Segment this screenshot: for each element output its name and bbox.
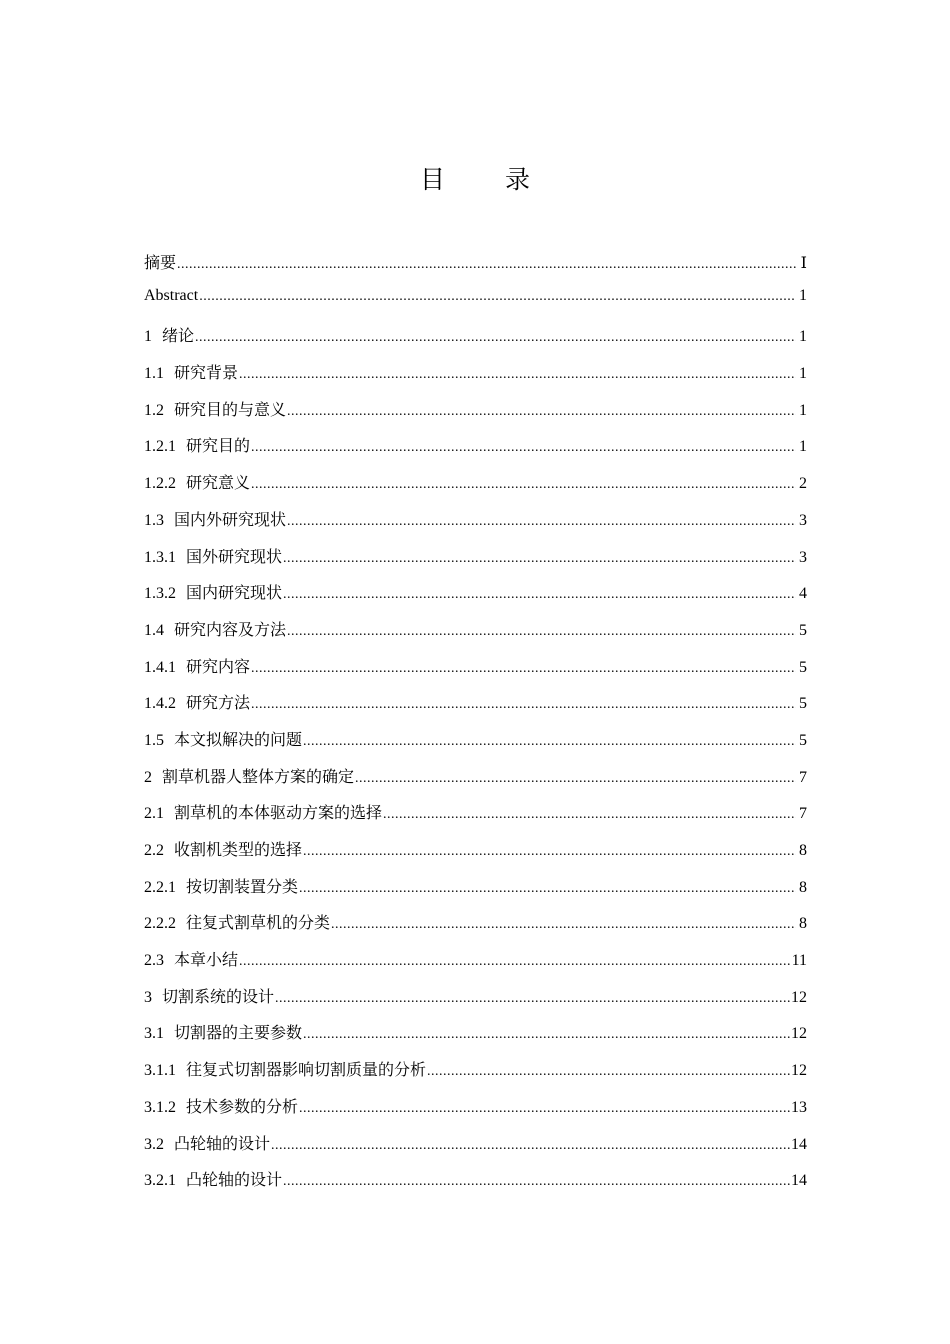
toc-entry-number: 1.4.1 [144, 658, 176, 676]
toc-entry-number: 1 [144, 328, 152, 346]
toc-dot-leader [283, 585, 796, 603]
toc-entry[interactable] [144, 727, 807, 764]
toc-dot-leader [283, 549, 796, 567]
toc-entry-title: 研究意义 [186, 475, 251, 493]
toc-entry-number: 2 [144, 768, 152, 786]
toc-dot-leader [251, 475, 796, 493]
toc-entry[interactable] [144, 323, 807, 360]
toc-entry-number: 1.5 [144, 731, 164, 749]
toc-entry-page: Ⅰ [800, 255, 807, 272]
toc-entry[interactable] [144, 617, 807, 654]
toc-entry-title: 凸轮轴的设计 [186, 1172, 283, 1190]
toc-entry-page: 13 [791, 1098, 807, 1116]
toc-entry-page: 4 [799, 585, 807, 603]
toc-entry-title: 绪论 [162, 328, 195, 346]
page-title: 目 录 [420, 165, 556, 194]
toc-entry-number: 1.3.1 [144, 548, 176, 566]
toc-entry-page: 7 [799, 805, 807, 823]
toc-entry[interactable] [144, 397, 807, 434]
toc-entry[interactable] [144, 764, 807, 801]
toc-entry-page: 12 [791, 1025, 807, 1043]
toc-dot-leader [239, 365, 796, 383]
toc-entry-number: 3.1.1 [144, 1062, 176, 1080]
toc-entry-title: 切割系统的设计 [162, 988, 275, 1006]
toc-entry-title: 研究方法 [186, 695, 251, 713]
toc-dot-leader [303, 1025, 790, 1043]
toc-entry-number: 3.1 [144, 1025, 164, 1043]
toc-dot-leader [355, 769, 796, 787]
toc-entry-title: 技术参数的分析 [186, 1098, 299, 1116]
toc-entry[interactable] [144, 690, 807, 727]
toc-entry-number: 3 [144, 988, 152, 1006]
toc-entry-number: 3.1.2 [144, 1098, 176, 1116]
toc-entry[interactable] [144, 800, 807, 837]
toc-entry-title: 国外研究现状 [186, 548, 283, 566]
toc-entry[interactable] [144, 837, 807, 874]
toc-entry[interactable] [144, 947, 807, 984]
toc-entry-title: 国内研究现状 [186, 585, 283, 603]
toc-entry[interactable] [144, 580, 807, 617]
toc-entry[interactable] [144, 1131, 807, 1168]
toc-entry-page: 5 [799, 695, 807, 713]
toc-entry[interactable] [144, 1020, 807, 1057]
toc-entry-page: 12 [791, 988, 807, 1006]
toc-entry-title: 收割机类型的选择 [174, 842, 303, 859]
toc-entry[interactable] [144, 360, 807, 397]
toc-entry-number: 1.1 [144, 365, 164, 383]
toc-entry-page: 1 [799, 286, 807, 304]
toc-dot-leader [251, 695, 796, 713]
toc-dot-leader [239, 952, 791, 970]
toc-entry-number: 2.2.2 [144, 915, 176, 933]
toc-entry-page: 1 [799, 365, 807, 383]
toc-entry-number: 2.2 [144, 842, 164, 859]
toc-entry[interactable] [144, 544, 807, 581]
toc-entry-title: 研究内容 [186, 658, 251, 676]
toc-entry-number: 2.1 [144, 805, 164, 823]
toc-entry-title: 研究内容及方法 [174, 621, 287, 639]
toc-entry-title: 本文拟解决的问题 [174, 731, 303, 749]
toc-entry-page: 3 [799, 548, 807, 566]
toc-entry[interactable] [144, 654, 807, 691]
toc-entry[interactable] [144, 287, 807, 324]
toc-entry-page: 7 [799, 768, 807, 786]
toc-dot-leader [199, 287, 796, 305]
toc-dot-leader [287, 622, 796, 640]
toc-entry-number: 3.2.1 [144, 1172, 176, 1190]
toc-entry-number: 2.3 [144, 952, 164, 970]
toc-dot-leader [299, 879, 796, 897]
toc-list [144, 250, 807, 1204]
toc-entry-page: 1 [799, 438, 807, 456]
toc-entry-page: 1 [799, 328, 807, 346]
toc-entry-title: 研究背景 [174, 365, 239, 383]
toc-entry-title: Abstract [144, 286, 199, 304]
toc-entry-title: 摘要 [144, 255, 177, 272]
toc-entry-page: 3 [799, 511, 807, 529]
toc-entry[interactable] [144, 910, 807, 947]
toc-entry-title: 割草机器人整体方案的确定 [162, 768, 355, 786]
toc-entry-page: 5 [799, 621, 807, 639]
toc-entry-title: 割草机的本体驱动方案的选择 [174, 805, 383, 823]
toc-entry-number: 1.4.2 [144, 695, 176, 713]
toc-entry-page: 5 [799, 658, 807, 676]
toc-entry-number: 1.3 [144, 511, 164, 529]
toc-entry-title: 本章小结 [174, 952, 239, 970]
toc-entry-number: 3.2 [144, 1135, 164, 1153]
toc-entry-page: 14 [791, 1172, 807, 1190]
toc-dot-leader [283, 1172, 790, 1190]
toc-entry-number: 2.2.1 [144, 878, 176, 896]
toc-entry-page: 12 [791, 1062, 807, 1080]
toc-entry[interactable] [144, 433, 807, 470]
toc-entry-number: 1.4 [144, 621, 164, 639]
toc-entry[interactable] [144, 1057, 807, 1094]
toc-dot-leader [177, 255, 796, 273]
toc-entry-title: 研究目的 [186, 438, 251, 456]
toc-entry[interactable] [144, 1167, 807, 1204]
toc-dot-leader [251, 438, 796, 456]
toc-entry-page: 8 [799, 915, 807, 933]
toc-entry-page: 5 [799, 731, 807, 749]
toc-dot-leader [303, 842, 796, 860]
toc-entry-title: 国内外研究现状 [174, 511, 287, 529]
toc-entry-number: 1.2.1 [144, 438, 176, 456]
toc-dot-leader [383, 805, 796, 823]
toc-entry-title: 按切割装置分类 [186, 878, 299, 896]
toc-entry[interactable] [144, 984, 807, 1021]
toc-entry-number: 1.2.2 [144, 475, 176, 493]
toc-entry-title: 往复式切割器影响切割质量的分析 [186, 1062, 427, 1080]
toc-entry[interactable] [144, 1094, 807, 1131]
toc-entry[interactable] [144, 470, 807, 507]
toc-entry[interactable] [144, 250, 807, 287]
toc-entry-number: 1.2 [144, 401, 164, 419]
toc-entry-title: 往复式割草机的分类 [186, 915, 331, 933]
toc-dot-leader [195, 328, 796, 346]
toc-entry-page: 1 [799, 401, 807, 419]
toc-entry-page: 14 [791, 1135, 807, 1153]
toc-entry[interactable] [144, 874, 807, 911]
toc-dot-leader [271, 1136, 790, 1154]
toc-entry-title: 切割器的主要参数 [174, 1025, 303, 1043]
toc-entry-title: 凸轮轴的设计 [174, 1135, 271, 1153]
toc-entry-page: 8 [799, 878, 807, 896]
toc-dot-leader [287, 512, 796, 530]
toc-entry-number: 1.3.2 [144, 585, 176, 603]
toc-entry-title: 研究目的与意义 [174, 401, 287, 419]
toc-dot-leader [299, 1099, 790, 1117]
toc-dot-leader [287, 402, 796, 420]
toc-dot-leader [251, 659, 796, 677]
toc-entry-page: 11 [791, 952, 807, 970]
toc-entry[interactable] [144, 507, 807, 544]
toc-dot-leader [303, 732, 796, 750]
toc-dot-leader [275, 989, 790, 1007]
toc-entry-page: 8 [799, 842, 807, 859]
toc-dot-leader [427, 1062, 790, 1080]
toc-entry-page: 2 [799, 475, 807, 493]
toc-dot-leader [331, 915, 796, 933]
